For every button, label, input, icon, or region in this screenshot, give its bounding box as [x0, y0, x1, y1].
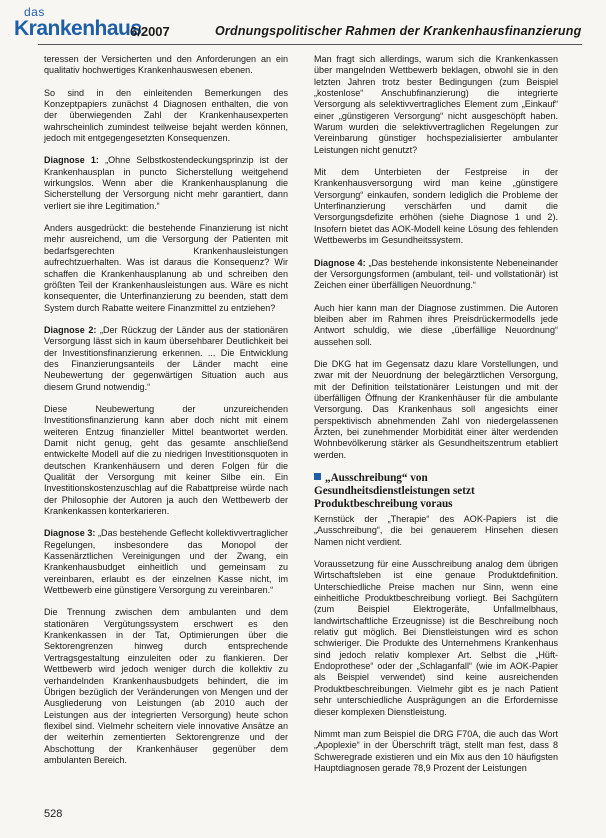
paragraph-text: Man fragt sich allerdings, warum sich die Krankenkassen über mangelnden Wettbewerb beklagen, obwohl sie in den letzten Jahren trotz bester Bedingungen (zum Beispiel „kostenlose“ Anschubfinanzierung) die integrierte Versorgung als selektivvertragliches Element zum „Einkauf“ einer „günstigeren Versorgung“ nicht ausgeschöpft haben. Warum wurden die selektivvertraglichen Regelungen zur Vereinbarung günstiger hochspezialisierter ambulanter Leistungen nicht genutzt?	[314, 54, 558, 155]
paragraph-text: „Der Rückzug der Länder aus der stationären Versorgung lässt sich in kaum übersehbarer Deutlichkeit bei der Investitionsfinanzierung erkennen. ... Die Entwicklung des Finanzierungsanteils der Länder macht eine Neubewertung der gegenwärtigen Situation auch aus diesem Grund notwendig.“	[44, 324, 289, 392]
left-column	[44, 54, 288, 777]
paragraph	[44, 223, 288, 314]
paragraph-text: „Das bestehende inkonsistente Nebeneinander der Versorgungsformen (ambulant, teil- und vollstationär) ist Zeichen einer überfälligen Neuordnung.“	[314, 257, 559, 291]
paragraph	[44, 607, 288, 766]
paragraph-text: Nimmt man zum Beispiel die DRG F70A, die auch das Wort „Apoplexie“ in der Überschrift trägt, stellt man fest, dass 8 Schweregrade existieren und ein Mix aus den 10 häufigsten Hauptdiagnosen gerade 78,9 Prozent der Leistungen	[314, 728, 558, 773]
paragraph	[44, 528, 288, 596]
paragraph	[44, 88, 288, 145]
paragraph	[44, 404, 288, 517]
diagnosis-label: Diagnose 1:	[44, 155, 99, 166]
paragraph	[314, 559, 558, 718]
paragraph	[44, 54, 288, 77]
paragraph	[314, 514, 558, 548]
paragraph-text: teressen der Versicherten und den Anforderungen an ein qualitativ hochwertiges Krankenhauswesen ebenen.	[44, 54, 288, 76]
paragraph-text: Diese Neubewertung der unzureichenden Investitionsfinanzierung kann aber doch nicht mit einem weiteren Entzug finanzieller Mittel beantwortet werden. Damit nicht genug, geht das gesamte anschließend entwickelte Modell auf die zu niedrigen Investitionsquoten in deutschen Krankenhäusern und deren Folgen für die Qualität der Versorgung mit keiner Silbe ein. Ein Investitionskostenzuschlag auf die Rabattpreise würde nach der Philosophie der Autoren ja auch den Wettbewerb der Krankenkassen konterkarieren.	[44, 403, 288, 517]
square-bullet-icon	[314, 473, 321, 480]
paragraph-text: So sind in den einleitenden Bemerkungen des Konzeptpapiers zunächst 4 Diagnosen enthalten, die von der überwiegenden Zahl der Krankenhausexperten wahrscheinlich zumindest teilweise bejaht werden können, jedoch mit entgegengesetzten Konsequenzen.	[44, 87, 288, 144]
paragraph	[314, 258, 558, 292]
paragraph-text: Anders ausgedrückt: die bestehende Finanzierung ist nicht mehr ausreichend, um die Versorgung der Patienten mit bedarfsgerechten Krankenhausleistungen aufrechtzuerhalten. Was ist daraus die Konsequenz? Wir schaffen die Krankenhausplanung ab und schreiben den größten Teil der Krankenhausleistungen aus. Wäre es nicht konsequenter, die Unterfinanzierung zu beenden, statt dem System durch Rabatte weitere Finanzmittel zu entziehen?	[44, 223, 288, 313]
paragraph-text: „Ohne Selbstkostendeckungsprinzip ist der Krankenhausplan in puncto Sicherstellung weitgehend wirkungslos. Wenn aber die Krankenhausplanung die Sicherstellung der Versorgung nicht mehr garantiert, dann verliert sie ihre Legitimation.“	[44, 155, 289, 211]
paragraph-text: Kernstück der „Therapie“ des AOK-Papiers ist die „Ausschreibung“, die bei genauerem Hinsehen diesen Namen nicht verdient.	[314, 514, 558, 547]
section-heading-text: „Ausschreibung“ von Gesundheitsdienstleistungen setzt Produktbeschreibung voraus	[314, 472, 475, 510]
paragraph	[314, 303, 558, 348]
paragraph	[44, 325, 288, 393]
right-column	[314, 54, 558, 785]
paragraph-text: Auch hier kann man der Diagnose zustimmen. Die Autoren bleiben aber im Rahmen ihres Preisdrückermodells jede Antwort schuldig, wie diese „überfällige Neuordnung“ aussehen soll.	[314, 302, 558, 347]
page-header	[0, 0, 606, 48]
diagnosis-label: Diagnose 4:	[314, 257, 366, 268]
paragraph-text: Voraussetzung für eine Ausschreibung analog dem übrigen Wirtschaftsleben ist eine genaue Produktdefinition. Unterschiedliche Preise machen nur Sinn, wenn eine einheitliche Produktbeschreibung vorliegt. Bei Sachgütern (zum Beispiel Elektrogeräte, Unfallmelbhaus, landwirtschaftliche Erzeugnisse) ist die Beschreibung noch relativ gut möglich. Bei Dienstleistungen wird es schon schwieriger. Die Produkte des Unternehmens Krankenhaus sind jedoch relativ komplexer Art. Selbst die „Hüft-Endoprothese“ oder der „Schlaganfall“ (wie im AOK-Papier als Beispiel verwendet) sind keine ausreichenden Produktbeschreibungen. Vielmehr gibt es je nach Patient sehr unterschiedliche Ausprägungen an die Erfordernisse dieser komplexen Dienstleistung.	[314, 559, 558, 717]
paragraph-text: Mit dem Unterbieten der Festpreise in der Krankenhausversorgung wird man keine „günstigere Versorgung“ einkaufen, sondern lediglich die Probleme der Unterfinanzierung verschärfen und damit die Versorgungsdefizite erhöhen (siehe Diagnose 1 und 2). Insofern bietet das AOK-Modell keine Lösung des fehlenden Wettbewerbs im Gesundheitssystem.	[314, 167, 558, 246]
paragraph-text: Die DKG hat im Gegensatz dazu klare Vorstellungen, und zwar mit der Neuordnung der belegärztlichen Versorgung, mit der Definition teilstationärer Leistungen und mit der überfälligen Öffnung der Krankenhäuser für die ambulante Versorgung. Das Krankenhaus soll angesichts einer perspektivisch abnehmenden Zahl von niedergelassenen Ärzten, bei zunehmender Morbidität einer älter werdenden Wohnbevölkerung stärker als Gesundheitszentrum etabliert werden.	[314, 358, 558, 460]
paragraph	[314, 729, 558, 774]
paragraph	[44, 155, 288, 212]
paragraph	[314, 54, 558, 156]
diagnosis-label: Diagnose 2:	[44, 324, 97, 335]
header-rule	[38, 44, 582, 45]
paragraph	[314, 167, 558, 246]
logo-name: Krankenhaus	[14, 17, 142, 40]
magazine-logo	[14, 6, 142, 39]
paragraph-text: „Das bestehende Geflecht kollektivvertraglicher Regelungen, insbesondere das Monopol der Kassenärztlichen Vereinigungen und der Zwang, ein Krankenhausbudget einheitlich und gemeinsam zu vereinbaren, erlaubt es der einzelnen Kasse nicht, im Wettbewerb eine günstigere Versorgung zu vereinbaren.“	[44, 528, 288, 596]
running-title: Ordnungspolitischer Rahmen der Krankenhausfinanzierung	[215, 24, 582, 38]
logo-prefix: das	[24, 5, 45, 19]
page-number: 528	[44, 808, 63, 820]
section-heading	[314, 472, 558, 511]
paragraph	[314, 359, 558, 461]
paragraph-text: Die Trennung zwischen dem ambulanten und dem stationären Vergütungssystem erschwert es den Krankenkassen in der Tat, Optimierungen über die Sektorengrenzen hinweg durch entsprechende Vertragsgestaltung einzuleiten oder zu flankieren. Der Wettbewerb wird jedoch weniger durch die kollektiv zu verhandelnden Krankenhausbudgets behindert, die im Übrigen bezüglich der Veränderungen von Mengen und der Ausgliederung von Leistungen (ab 2010 auch der Leistungen aus der integrierten Versorgung) heute schon flexibel sind. Vielmehr scheitern viele innovative Ansätze an der weiterhin zementierten Sektorengrenze und der Abschottung der Krankenhäuser gegenüber dem ambulanten Bereich.	[44, 607, 288, 765]
issue-number: 6/2007	[130, 24, 170, 39]
diagnosis-label: Diagnose 3:	[44, 528, 96, 539]
